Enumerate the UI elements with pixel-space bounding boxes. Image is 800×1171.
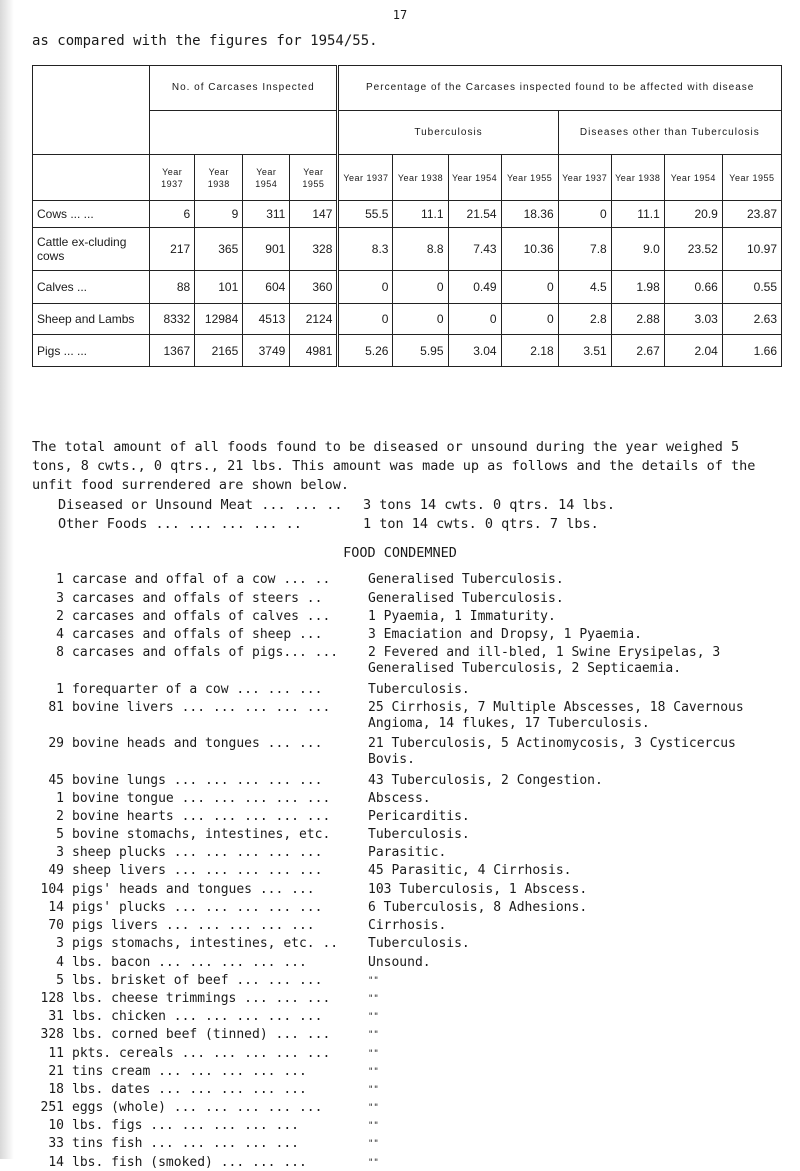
item-quantity: 104	[40, 882, 64, 897]
table-cell: 11.1	[393, 201, 448, 228]
year-header: Year 1955	[722, 155, 781, 201]
list-item	[0, 973, 800, 989]
item-quantity: 128	[40, 991, 64, 1006]
item-quantity: 3	[56, 591, 64, 606]
item-quantity: 2	[56, 609, 64, 624]
list-item	[0, 1100, 800, 1116]
item-quantity: 81	[48, 700, 64, 715]
summary-label: Diseased or Unsound Meat ... ... ..	[58, 497, 343, 513]
table-cell: 147	[290, 201, 338, 228]
item-description: pigs stomachs, intestines, etc. ..	[72, 936, 339, 951]
list-item	[0, 700, 800, 731]
table-cell: 901	[243, 228, 290, 271]
list-item	[0, 863, 800, 879]
item-description: lbs. fish (smoked) ... ... ...	[72, 1155, 307, 1170]
year-header: Year 1954	[448, 155, 501, 201]
item-result: ""	[368, 976, 379, 986]
item-description: lbs. bacon ... ... ... ... ...	[72, 955, 307, 970]
table-cell: 23.52	[664, 228, 722, 271]
item-quantity: 5	[56, 973, 64, 988]
year-header: Year 1938	[611, 155, 664, 201]
item-result: Tuberculosis.	[368, 827, 470, 842]
table-cell: 18.36	[501, 201, 558, 228]
item-quantity: 8	[56, 645, 64, 660]
item-quantity: 21	[48, 1064, 64, 1079]
item-description: carcase and offal of a cow ... ..	[72, 572, 331, 587]
list-item	[0, 1009, 800, 1025]
item-description: bovine lungs ... ... ... ... ...	[72, 773, 323, 788]
item-result: 3 Emaciation and Dropsy, 1 Pyaemia.	[368, 627, 642, 642]
carcase-statistics-table	[32, 65, 782, 367]
item-quantity: 14	[48, 900, 64, 915]
item-description: forequarter of a cow ... ... ...	[72, 682, 323, 697]
table-row	[33, 228, 782, 271]
item-quantity: 33	[48, 1136, 64, 1151]
table-cell: 0	[558, 201, 611, 228]
list-item	[0, 955, 800, 971]
item-description: carcases and offals of pigs... ...	[72, 645, 339, 660]
header-tuberculosis: Tuberculosis	[338, 111, 558, 155]
item-description: bovine stomachs, intestines, etc.	[72, 827, 331, 842]
list-item	[0, 991, 800, 1007]
item-quantity: 49	[48, 863, 64, 878]
list-item	[0, 609, 800, 625]
item-result: ""	[368, 1121, 379, 1131]
item-description: sheep livers ... ... ... ... ...	[72, 863, 323, 878]
item-result: 2 Fevered and ill-bled, 1 Swine Erysipelas, 3 Generalised Tuberculosis, 2 Septicaemia.	[368, 645, 721, 676]
item-result: ""	[368, 1085, 379, 1095]
list-item	[0, 882, 800, 898]
item-quantity: 4	[56, 627, 64, 642]
list-item	[0, 936, 800, 952]
item-description: bovine livers ... ... ... ... ...	[72, 700, 331, 715]
table-cell: 7.43	[448, 228, 501, 271]
header-carcases-inspected: No. of Carcases Inspected	[150, 66, 338, 111]
item-description: lbs. figs ... ... ... ... ...	[72, 1118, 299, 1133]
table-cell: 8332	[150, 304, 195, 335]
table-cell: 2.88	[611, 304, 664, 335]
item-result: 21 Tuberculosis, 5 Actinomycosis, 3 Cysticercus Bovis.	[368, 736, 736, 767]
summary-paragraph: The total amount of all foods found to be diseased or unsound during the year weighed 5 tons, 8 cwts., 0 qtrs., 21 lbs. This amount was made up as follows and the details of the unfit food surrendered are shown below.	[32, 439, 756, 493]
intro-line: as compared with the figures for 1954/55.	[32, 33, 378, 49]
item-quantity: 31	[48, 1009, 64, 1024]
item-result: ""	[368, 994, 379, 1004]
item-quantity: 10	[48, 1118, 64, 1133]
table-cell: 1367	[150, 335, 195, 367]
list-item	[0, 1155, 800, 1171]
year-corner	[33, 155, 150, 201]
item-quantity: 1	[56, 791, 64, 806]
item-description: carcases and offals of sheep ...	[72, 627, 323, 642]
list-item	[0, 773, 800, 789]
table-cell: 3.04	[448, 335, 501, 367]
table-cell: 365	[195, 228, 243, 271]
item-quantity: 251	[40, 1100, 64, 1115]
item-result: Unsound.	[368, 955, 431, 970]
year-header: Year 1955	[501, 155, 558, 201]
item-result: ""	[368, 1012, 379, 1022]
table-cell: 5.26	[338, 335, 393, 367]
table-cell: 8.3	[338, 228, 393, 271]
item-result: ""	[368, 1103, 379, 1113]
table-row	[33, 335, 782, 367]
item-result: 6 Tuberculosis, 8 Adhesions.	[368, 900, 588, 915]
summary-label: Other Foods ... ... ... ... ..	[58, 516, 302, 532]
table-cell: 0	[393, 304, 448, 335]
row-label: Pigs ... ...	[33, 335, 150, 367]
item-description: sheep plucks ... ... ... ... ...	[72, 845, 323, 860]
item-result: ""	[368, 1067, 379, 1077]
summary-row-meat	[58, 496, 615, 515]
table-cell: 311	[243, 201, 290, 228]
table-cell: 5.95	[393, 335, 448, 367]
corner-cell	[33, 66, 150, 155]
list-item	[0, 1064, 800, 1080]
header-other-diseases: Diseases other than Tuberculosis	[558, 111, 781, 155]
list-item	[0, 1046, 800, 1062]
item-quantity: 11	[48, 1046, 64, 1061]
table-cell: 0	[448, 304, 501, 335]
table-cell: 2.18	[501, 335, 558, 367]
item-description: lbs. dates ... ... ... ... ...	[72, 1082, 307, 1097]
table-cell: 10.36	[501, 228, 558, 271]
item-quantity: 4	[56, 955, 64, 970]
table-cell: 0.66	[664, 271, 722, 304]
item-result: ""	[368, 1030, 379, 1040]
table-cell: 21.54	[448, 201, 501, 228]
table-cell: 11.1	[611, 201, 664, 228]
year-header: Year 1937	[338, 155, 393, 201]
table-cell: 0.49	[448, 271, 501, 304]
list-item	[0, 918, 800, 934]
item-result: Generalised Tuberculosis.	[368, 572, 564, 587]
item-result: 43 Tuberculosis, 2 Congestion.	[368, 773, 603, 788]
item-quantity: 1	[56, 682, 64, 697]
item-result: Generalised Tuberculosis.	[368, 591, 564, 606]
item-result: Tuberculosis.	[368, 682, 470, 697]
table-cell: 20.9	[664, 201, 722, 228]
summary-value: 1 ton 14 cwts. 0 qtrs. 7 lbs.	[363, 516, 599, 532]
year-header: Year 1955	[290, 155, 338, 201]
table-cell: 0	[501, 271, 558, 304]
item-quantity: 70	[48, 918, 64, 933]
table-cell: 1.66	[722, 335, 781, 367]
item-result: Abscess.	[368, 791, 431, 806]
item-result: Tuberculosis.	[368, 936, 470, 951]
item-result: Pericarditis.	[368, 809, 470, 824]
item-quantity: 328	[40, 1027, 64, 1042]
summary-value: 3 tons 14 cwts. 0 qtrs. 14 lbs.	[363, 497, 615, 513]
item-quantity: 29	[48, 736, 64, 751]
weight-summary	[58, 496, 615, 534]
table-cell: 9.0	[611, 228, 664, 271]
item-description: lbs. chicken ... ... ... ... ...	[72, 1009, 323, 1024]
year-header: Year 1954	[664, 155, 722, 201]
list-item	[0, 645, 800, 676]
list-item	[0, 1136, 800, 1152]
list-item	[0, 736, 800, 767]
table-cell: 3749	[243, 335, 290, 367]
table-cell: 2.63	[722, 304, 781, 335]
row-label: Cows ... ...	[33, 201, 150, 228]
item-quantity: 18	[48, 1082, 64, 1097]
item-description: tins cream ... ... ... ... ...	[72, 1064, 307, 1079]
table-cell: 2.8	[558, 304, 611, 335]
item-result: 25 Cirrhosis, 7 Multiple Abscesses, 18 Cavernous Angioma, 14 flukes, 17 Tuberculosis.	[368, 700, 744, 731]
item-description: carcases and offals of steers ..	[72, 591, 323, 606]
table-cell: 604	[243, 271, 290, 304]
table-cell: 2124	[290, 304, 338, 335]
item-description: pkts. cereals ... ... ... ... ...	[72, 1046, 331, 1061]
item-result: 103 Tuberculosis, 1 Abscess.	[368, 882, 588, 897]
row-label: Sheep and Lambs	[33, 304, 150, 335]
year-header: Year 1938	[195, 155, 243, 201]
header-blank	[150, 111, 338, 155]
item-result: ""	[368, 1139, 379, 1149]
table-row	[33, 201, 782, 228]
list-item	[0, 1027, 800, 1043]
table-cell: 9	[195, 201, 243, 228]
table-cell: 1.98	[611, 271, 664, 304]
table-cell: 8.8	[393, 228, 448, 271]
list-item	[0, 827, 800, 843]
item-result: Parasitic.	[368, 845, 447, 860]
table-cell: 55.5	[338, 201, 393, 228]
table-cell: 360	[290, 271, 338, 304]
item-description: bovine tongue ... ... ... ... ...	[72, 791, 331, 806]
year-header: Year 1937	[150, 155, 195, 201]
table-row	[33, 304, 782, 335]
table-cell: 23.87	[722, 201, 781, 228]
item-description: carcases and offals of calves ...	[72, 609, 331, 624]
list-item	[0, 900, 800, 916]
item-quantity: 45	[48, 773, 64, 788]
item-quantity: 1	[56, 572, 64, 587]
item-quantity: 3	[56, 936, 64, 951]
item-description: pigs livers ... ... ... ... ...	[72, 918, 315, 933]
item-result: 1 Pyaemia, 1 Immaturity.	[368, 609, 556, 624]
list-item	[0, 809, 800, 825]
food-condemned-heading: FOOD CONDEMNED	[343, 545, 457, 561]
list-item	[0, 572, 800, 588]
table-cell: 0	[393, 271, 448, 304]
list-item	[0, 627, 800, 643]
item-result: Cirrhosis.	[368, 918, 447, 933]
table-cell: 6	[150, 201, 195, 228]
list-item	[0, 791, 800, 807]
table-row	[33, 271, 782, 304]
table-cell: 0	[338, 304, 393, 335]
item-description: tins fish ... ... ... ... ...	[72, 1136, 299, 1151]
item-description: bovine heads and tongues ... ...	[72, 736, 323, 751]
table-cell: 12984	[195, 304, 243, 335]
table-cell: 217	[150, 228, 195, 271]
item-quantity: 2	[56, 809, 64, 824]
table-cell: 88	[150, 271, 195, 304]
item-result: 45 Parasitic, 4 Cirrhosis.	[368, 863, 572, 878]
list-item	[0, 845, 800, 861]
item-description: lbs. cheese trimmings ... ... ...	[72, 991, 331, 1006]
item-description: lbs. brisket of beef ... ... ...	[72, 973, 323, 988]
item-quantity: 5	[56, 827, 64, 842]
item-quantity: 3	[56, 845, 64, 860]
year-header: Year 1954	[243, 155, 290, 201]
item-result: ""	[368, 1158, 379, 1168]
table-cell: 4.5	[558, 271, 611, 304]
row-label: Cattle ex-cluding cows	[33, 228, 150, 271]
item-description: bovine hearts ... ... ... ... ...	[72, 809, 331, 824]
table-cell: 4513	[243, 304, 290, 335]
table-cell: 0	[338, 271, 393, 304]
table-cell: 0.55	[722, 271, 781, 304]
item-description: lbs. corned beef (tinned) ... ...	[72, 1027, 331, 1042]
year-header: Year 1938	[393, 155, 448, 201]
item-quantity: 14	[48, 1155, 64, 1170]
list-item	[0, 1118, 800, 1134]
table-body	[33, 201, 782, 367]
year-header-row	[33, 155, 782, 201]
table-cell: 10.97	[722, 228, 781, 271]
table-cell: 4981	[290, 335, 338, 367]
year-header: Year 1937	[558, 155, 611, 201]
table-cell: 2.67	[611, 335, 664, 367]
table-cell: 101	[195, 271, 243, 304]
list-item	[0, 1082, 800, 1098]
row-label: Calves ...	[33, 271, 150, 304]
table-cell: 0	[501, 304, 558, 335]
summary-row-other	[58, 515, 615, 534]
page-number: 17	[392, 8, 408, 22]
item-description: pigs' plucks ... ... ... ... ...	[72, 900, 323, 915]
table-cell: 328	[290, 228, 338, 271]
list-item	[0, 591, 800, 607]
list-item	[0, 682, 800, 698]
table-cell: 3.51	[558, 335, 611, 367]
item-result: ""	[368, 1049, 379, 1059]
table-cell: 2165	[195, 335, 243, 367]
item-description: eggs (whole) ... ... ... ... ...	[72, 1100, 323, 1115]
header-percentage-affected: Percentage of the Carcases inspected found to be affected with disease	[338, 66, 782, 111]
table-cell: 3.03	[664, 304, 722, 335]
item-description: pigs' heads and tongues ... ...	[72, 882, 315, 897]
table-cell: 2.04	[664, 335, 722, 367]
table-cell: 7.8	[558, 228, 611, 271]
